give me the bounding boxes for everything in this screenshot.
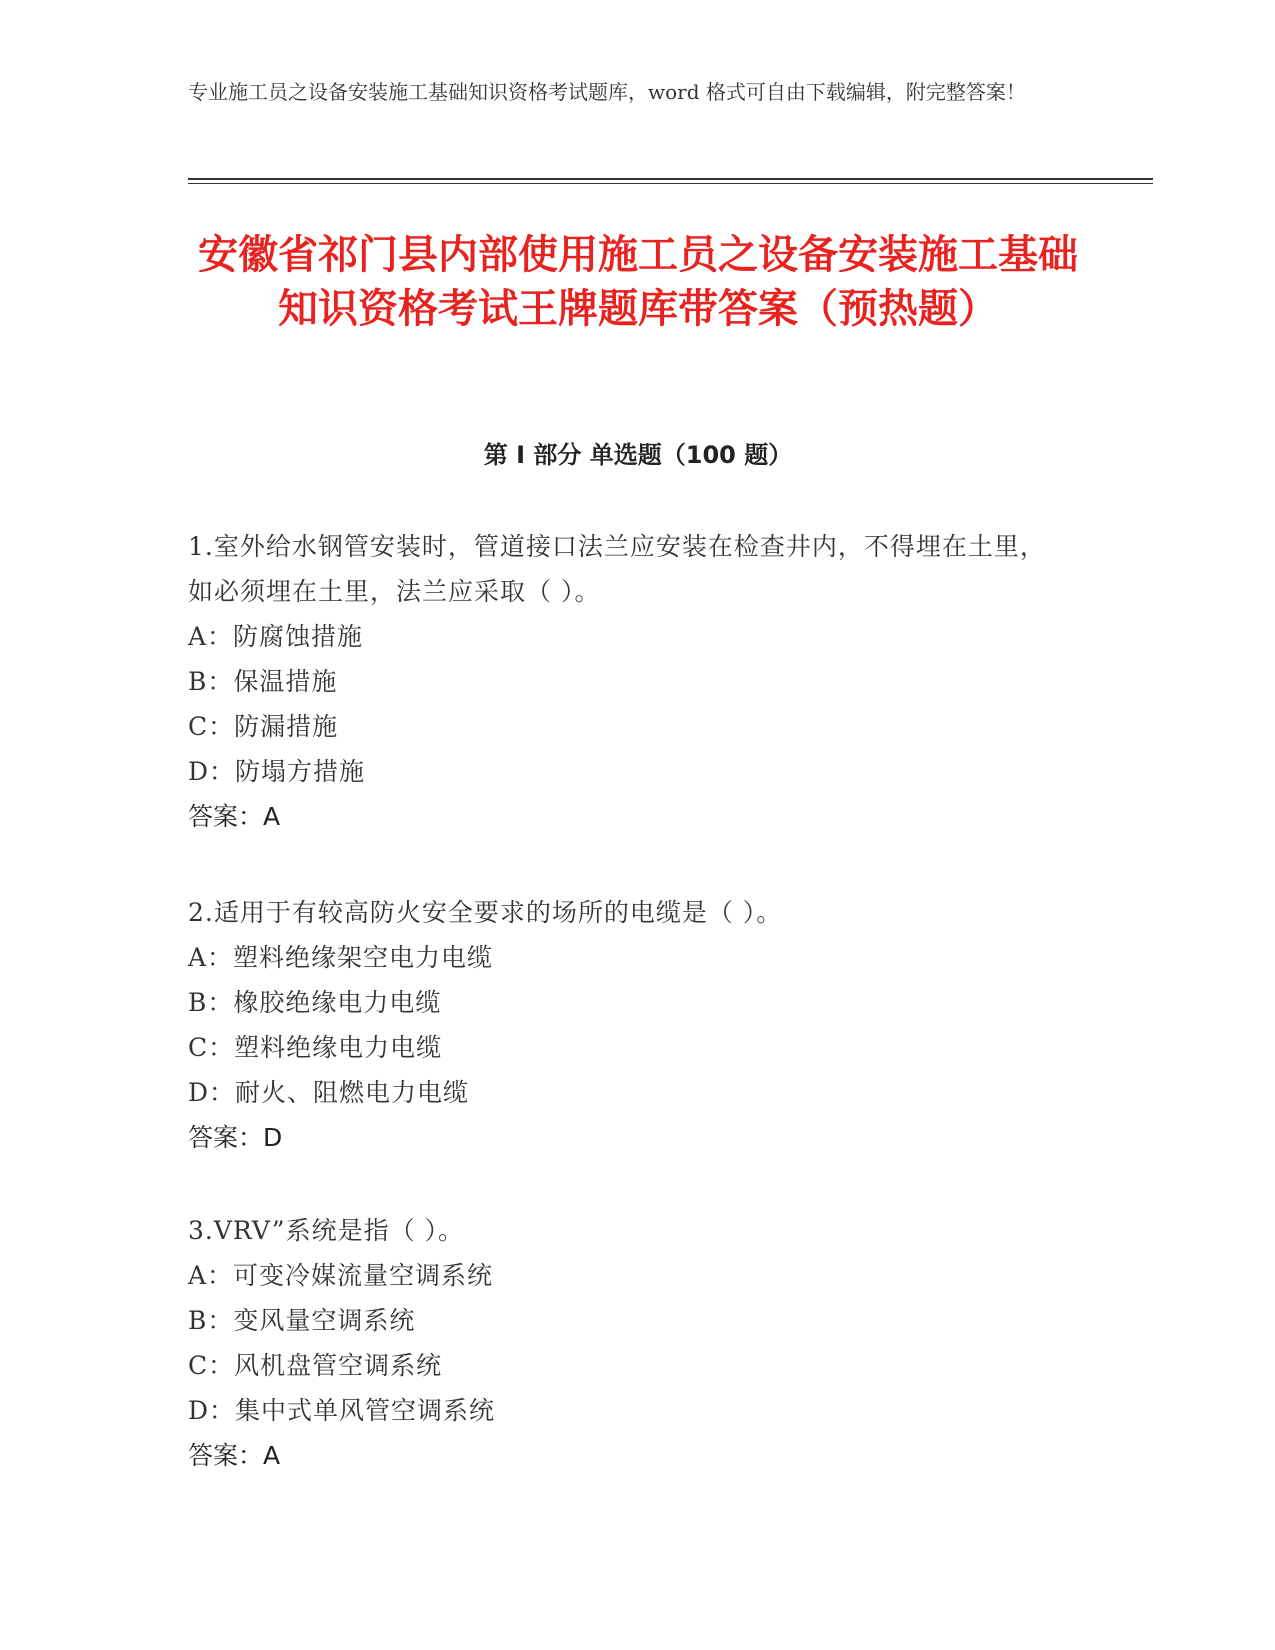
question-stem: 1.室外给水钢管安装时，管道接口法兰应安装在检查井内，不得埋在土里，如必须埋在土里，法兰应采取（ ）。 [188,532,1046,606]
option-c: C：防漏措施 [188,712,339,741]
header-divider-thin [188,183,1153,184]
option-c: C：塑料绝缘电力电缆 [188,1033,443,1062]
answer: 答案：D [188,1123,283,1152]
option-a: A：可变冷媒流量空调系统 [188,1261,494,1290]
option-d: D：耐火、阻燃电力电缆 [188,1078,470,1107]
option-d: D：防塌方措施 [188,757,366,786]
question-stem: 2.适用于有较高防火安全要求的场所的电缆是（ ）。 [188,898,783,927]
question-1 [188,524,1068,839]
option-b: B：橡胶绝缘电力电缆 [188,988,442,1017]
option-d: D：集中式单风管空调系统 [188,1396,496,1425]
option-b: B：保温措施 [188,667,338,696]
document-title: 安徽省祁门县内部使用施工员之设备安装施工基础知识资格考试王牌题库带答案（预热题） [198,232,1078,332]
option-c: C：风机盘管空调系统 [188,1351,443,1380]
header-note: 专业施工员之设备安装施工基础知识资格考试题库，word 格式可自由下载编辑，附完整答案！ [188,80,1026,104]
question-2 [188,890,1068,1160]
question-3 [188,1208,1068,1478]
answer: 答案：A [188,1441,281,1470]
option-b: B：变风量空调系统 [188,1306,416,1335]
header-divider-thick [188,178,1153,180]
section-title: 第 I 部分 单选题（100 题） [483,441,793,469]
question-stem: 3.VRV”系统是指（ ）。 [188,1216,465,1245]
option-a: A：塑料绝缘架空电力电缆 [188,943,494,972]
answer: 答案：A [188,802,281,831]
option-a: A：防腐蚀措施 [188,622,364,651]
